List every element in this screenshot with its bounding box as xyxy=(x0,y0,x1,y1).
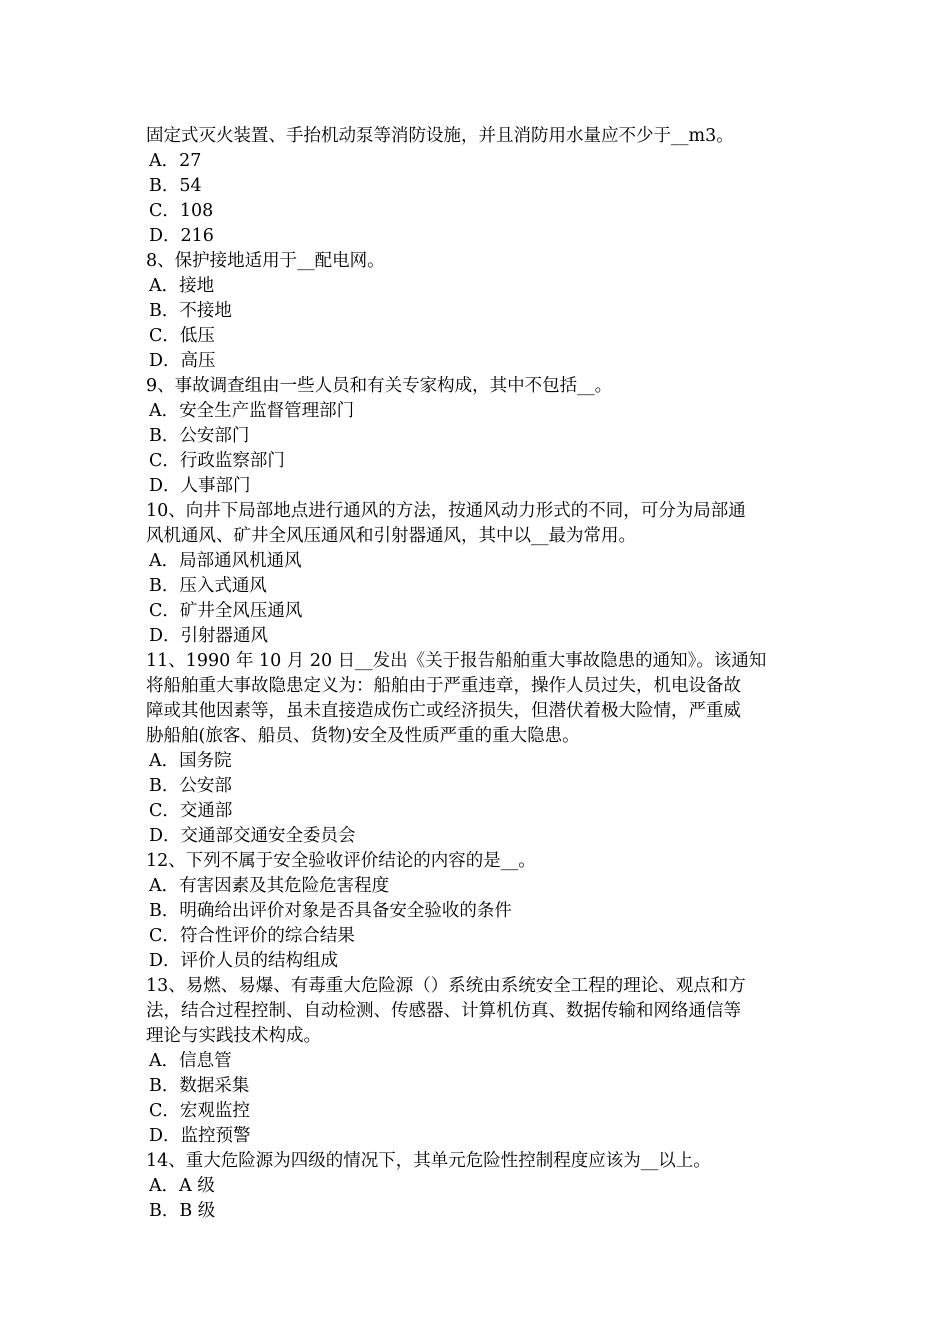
answer-option: D．高压 xyxy=(149,351,216,371)
answer-option: B．公安部门 xyxy=(149,426,250,446)
answer-option: D．人事部门 xyxy=(149,476,251,496)
answer-option: C．交通部 xyxy=(149,801,233,821)
answer-option: A．安全生产监督管理部门 xyxy=(149,401,355,421)
answer-option: A．A 级 xyxy=(149,1176,215,1196)
question-text-line: 理论与实践技术构成。 xyxy=(146,1026,321,1046)
answer-option: A．信息管 xyxy=(149,1051,232,1071)
answer-option: D．216 xyxy=(149,226,214,246)
question-text-line: 12、下列不属于安全验收评价结论的内容的是__。 xyxy=(146,851,536,871)
question-text-line: 11、1990 年 10 月 20 日__发出《关于报告船舶重大事故隐患的通知》。该通知 xyxy=(146,651,767,671)
answer-option: B．B 级 xyxy=(149,1201,216,1221)
question-text-line: 8、保护接地适用于__配电网。 xyxy=(146,251,385,271)
answer-option: D．引射器通风 xyxy=(149,626,269,646)
answer-option: D．交通部交通安全委员会 xyxy=(149,826,356,846)
answer-option: D．评价人员的结构组成 xyxy=(149,951,339,971)
answer-option: A．国务院 xyxy=(149,751,232,771)
question-text-line: 13、易燃、易爆、有毒重大危险源（）系统由系统安全工程的理论、观点和方 xyxy=(146,976,746,996)
answer-option: A．有害因素及其危险危害程度 xyxy=(149,876,390,896)
answer-option: B．明确给出评价对象是否具备安全验收的条件 xyxy=(149,901,512,921)
question-text-line: 9、事故调查组由一些人员和有关专家构成，其中不包括__。 xyxy=(146,376,613,396)
answer-option: C．宏观监控 xyxy=(149,1101,250,1121)
answer-option: B．不接地 xyxy=(149,301,232,321)
answer-option: C．矿井全风压通风 xyxy=(149,601,303,621)
answer-option: C．低压 xyxy=(149,326,215,346)
question-text-line: 障或其他因素等，虽未直接造成伤亡或经济损失，但潜伏着极大险情，严重威 xyxy=(146,701,741,721)
question-text-line: 将船舶重大事故隐患定义为：船舶由于严重违章，操作人员过失，机电设备故 xyxy=(146,676,741,696)
answer-option: D．监控预警 xyxy=(149,1126,251,1146)
question-text-line: 胁船舶(旅客、船员、货物)安全及性质严重的重大隐患。 xyxy=(146,726,580,746)
answer-option: C．符合性评价的综合结果 xyxy=(149,926,355,946)
answer-option: C．108 xyxy=(149,201,214,221)
answer-option: B．数据采集 xyxy=(149,1076,250,1096)
answer-option: B．公安部 xyxy=(149,776,232,796)
answer-option: A．27 xyxy=(149,151,202,171)
document-page xyxy=(146,124,810,1224)
question-text-line: 风机通风、矿井全风压通风和引射器通风，其中以__最为常用。 xyxy=(146,526,636,546)
answer-option: B．54 xyxy=(149,176,202,196)
question-text-line: 法，结合过程控制、自动检测、传感器、计算机仿真、数据传输和网络通信等 xyxy=(146,1001,741,1021)
answer-option: B．压入式通风 xyxy=(149,576,267,596)
question-text-line: 14、重大危险源为四级的情况下，其单元危险性控制程度应该为__以上。 xyxy=(146,1151,711,1171)
answer-option: A．局部通风机通风 xyxy=(149,551,302,571)
question-text-line: 10、向井下局部地点进行通风的方法，按通风动力形式的不同，可分为局部通 xyxy=(146,501,746,521)
question-text-line: 固定式灭火装置、手抬机动泵等消防设施，并且消防用水量应不少于__m3。 xyxy=(146,126,734,146)
answer-option: C．行政监察部门 xyxy=(149,451,285,471)
answer-option: A．接地 xyxy=(149,276,215,296)
